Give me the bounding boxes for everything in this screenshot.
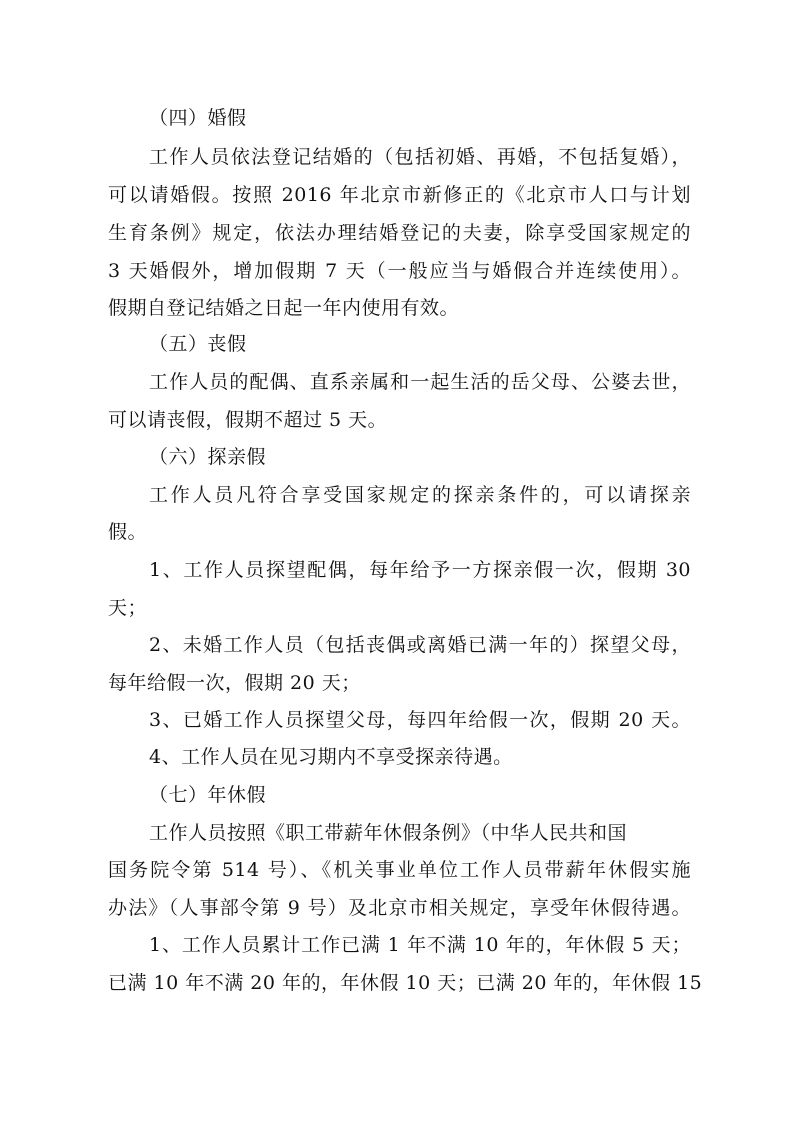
heading-family-visit-leave: （六）探亲假 — [149, 446, 267, 468]
paragraph-line: 假期自登记结婚之日起一年内使用有效。 — [108, 297, 460, 319]
paragraph-line: 国务院令第 514 号）、《机关事业单位工作人员带薪年休假实施 — [108, 859, 691, 881]
paragraph-line: 工作人员的配偶、直系亲属和一起生活的岳父母、公婆去世， — [149, 371, 691, 393]
paragraph-line: 3 天婚假外，增加假期 7 天（一般应当与婚假合并连续使用）。 — [108, 260, 691, 282]
paragraph-line: 假。 — [108, 521, 148, 543]
list-item: 4、工作人员在见习期内不享受探亲待遇。 — [149, 746, 513, 768]
paragraph-line: 已满 10 年不满 20 年的，年休假 10 天；已满 20 年的，年休假 15 — [108, 972, 703, 994]
paragraph-line: 工作人员按照《职工带薪年休假条例》（中华人民共和国 — [149, 822, 628, 844]
heading-marriage-leave: （四）婚假 — [149, 107, 247, 129]
paragraph-line: 工作人员依法登记结婚的（包括初婚、再婚，不包括复婚）， — [149, 146, 691, 168]
paragraph-line: 工作人员凡符合享受国家规定的探亲条件的，可以请探亲 — [149, 484, 691, 506]
paragraph-line: 可以请丧假，假期不超过 5 天。 — [108, 409, 388, 431]
list-item: 1、工作人员累计工作已满 1 年不满 10 年的，年休假 5 天； — [149, 934, 691, 956]
list-item: 2、未婚工作人员（包括丧偶或离婚已满一年的）探望父母， — [149, 634, 691, 656]
list-item: 1、工作人员探望配偶，每年给予一方探亲假一次，假期 30 — [149, 559, 691, 581]
paragraph-line: 每年给假一次，假期 20 天； — [108, 672, 361, 694]
heading-bereavement-leave: （五）丧假 — [149, 333, 247, 355]
paragraph-line: 生育条例》规定，依法办理结婚登记的夫妻，除享受国家规定的 — [108, 222, 691, 244]
list-item: 3、已婚工作人员探望父母，每四年给假一次，假期 20 天。 — [149, 709, 691, 731]
paragraph-line: 天； — [108, 597, 148, 619]
paragraph-line: 可以请婚假。按照 2016 年北京市新修正的《北京市人口与计划 — [108, 184, 691, 206]
heading-annual-leave: （七）年休假 — [149, 784, 267, 806]
paragraph-line: 办法》（人事部令第 9 号）及北京市相关规定，享受年休假待遇。 — [108, 897, 691, 919]
